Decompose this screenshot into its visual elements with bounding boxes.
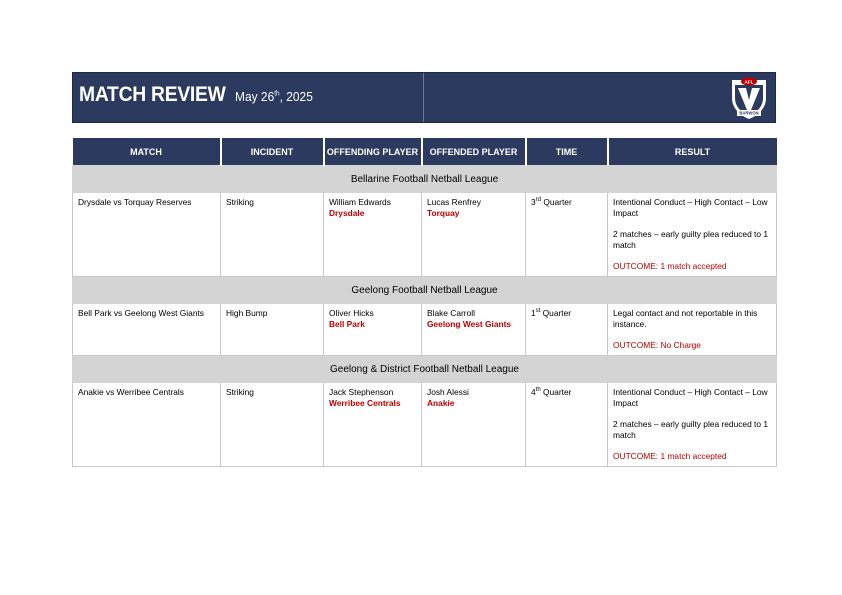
result-penalty: 2 matches – early guilty plea reduced to 1 match [613,419,769,440]
result-outcome: OUTCOME: No Charge [613,340,701,350]
date-sup: th [274,90,280,98]
col-header-incident: INCIDENT [221,138,324,166]
result-conduct: Intentional Conduct – High Contact – Low Impact [613,197,768,218]
league-name: Bellarine Football Netball League [73,166,777,193]
offending-club: Drysdale [329,208,365,218]
offending-player-name: William Edwards [329,197,391,207]
offended-player-name: Lucas Renfrey [427,197,481,207]
col-header-match: MATCH [73,138,221,166]
offending-player-cell [324,383,422,467]
logo-top-text: AFL [744,80,754,86]
time-number: 3 [531,197,536,207]
table-row [73,193,777,277]
col-header-offended-player: OFFENDED PLAYER [422,138,526,166]
col-header-time: TIME [526,138,608,166]
result-conduct: Legal contact and not reportable in this instance. [613,308,758,329]
time-suffix: Quarter [541,197,572,207]
offended-club: Torquay [427,208,460,218]
offending-club: Werribee Centrals [329,398,401,408]
result-conduct: Intentional Conduct – High Contact – Low Impact [613,387,768,408]
page-title [79,83,319,107]
table-row [73,383,777,467]
offending-player-cell [324,193,422,277]
time-number: 4 [531,387,536,397]
date-suffix: , 2025 [279,89,313,104]
review-date [235,89,313,104]
result-outcome: OUTCOME: 1 match accepted [613,451,727,461]
time-cell [526,193,608,277]
offended-club: Geelong West Giants [427,319,512,329]
banner-divider [423,73,424,122]
offending-player-name: Oliver Hicks [329,308,374,318]
incident-cell: High Bump [221,304,324,356]
league-row [73,166,777,193]
offended-player-name: Blake Carroll [427,308,475,318]
col-header-result: RESULT [608,138,777,166]
time-number: 1 [531,308,536,318]
offended-club: Anakie [427,398,455,408]
incident-cell: Striking [221,193,324,277]
time-sup: th [535,387,541,394]
offending-player-cell [324,304,422,356]
date-prefix: May 26 [234,89,275,104]
league-row [73,277,777,304]
offended-player-name: Josh Alessi [427,387,469,397]
result-cell [608,193,777,277]
afl-barwon-logo-icon [729,76,769,120]
time-sup: st [535,308,541,315]
match-cell: Drysdale vs Torquay Reserves [73,193,221,277]
time-sup: rd [535,197,542,204]
result-cell [608,383,777,467]
offended-player-cell [422,304,526,356]
table-header-row [73,138,777,166]
match-review-table [72,138,777,467]
result-outcome: OUTCOME: 1 match accepted [613,261,727,271]
match-cell: Bell Park vs Geelong West Giants [73,304,221,356]
offended-player-cell [422,193,526,277]
time-cell [526,383,608,467]
offended-player-cell [422,383,526,467]
league-name: Geelong & District Football Netball League [73,356,777,383]
offending-player-name: Jack Stephenson [329,387,394,397]
logo-bottom-text: BARWON [739,110,759,116]
time-suffix: Quarter [540,308,572,318]
league-row [73,356,777,383]
offending-club: Bell Park [329,319,365,329]
time-cell [526,304,608,356]
league-name: Geelong Football Netball League [73,277,777,304]
result-cell [608,304,777,356]
col-header-offending-player: OFFENDING PLAYER [324,138,422,166]
table-row [73,304,777,356]
title-text: MATCH REVIEW [79,83,226,106]
header-banner [72,72,776,123]
time-suffix: Quarter [540,387,572,397]
match-cell: Anakie vs Werribee Centrals [73,383,221,467]
incident-cell: Striking [221,383,324,467]
result-penalty: 2 matches – early guilty plea reduced to 1 match [613,229,769,250]
